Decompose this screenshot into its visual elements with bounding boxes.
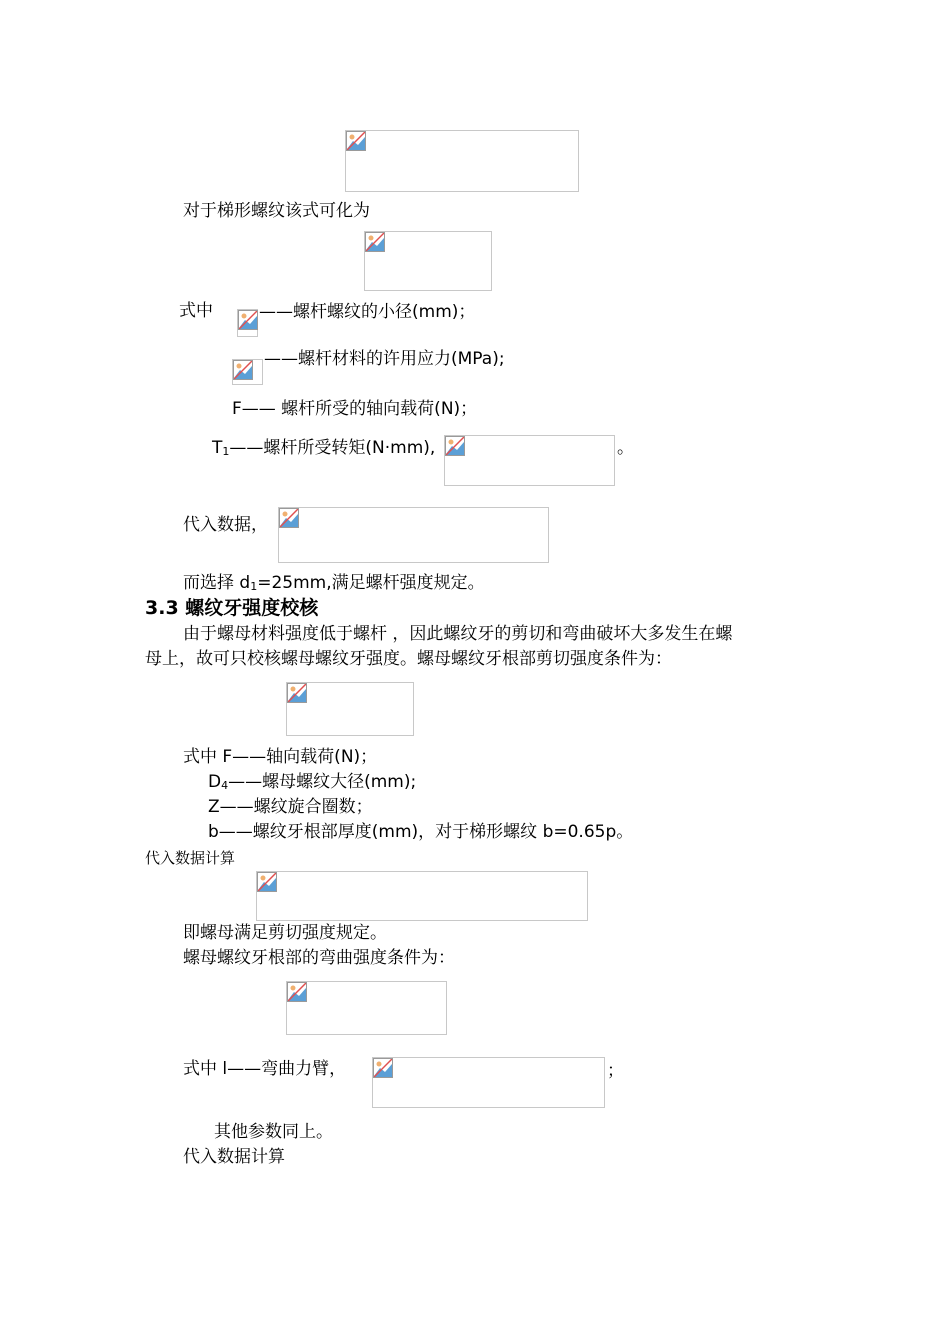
definition-t1-end: 。 (617, 438, 634, 458)
definition-lever-arm: 式中 l——弯曲力臂， (183, 1059, 347, 1079)
selection-text-b: =25mm,满足螺杆强度规定。 (257, 573, 485, 593)
formula-image-2 (364, 231, 492, 291)
d4-symbol: D (208, 772, 222, 792)
t1-subscript: 1 (222, 445, 230, 458)
definition-d4 (208, 771, 416, 793)
paragraph-line-1: 由于螺母材料强度低于螺杆 ，因此螺纹牙的剪切和弯曲破坏大多发生在螺 (183, 624, 733, 644)
definition-lever-arm-end: ； (607, 1061, 624, 1081)
symbol-image-d1 (237, 309, 258, 337)
broken-image-icon (445, 436, 465, 456)
definition-z: Z——螺纹旋合圈数； (208, 797, 373, 817)
definition-b: b——螺纹牙根部厚度(mm)，对于梯形螺纹 b=0.65p。 (208, 822, 634, 842)
d1-subscript: 1 (250, 580, 258, 593)
definition-sigma: ——螺杆材料的许用应力(MPa); (264, 349, 505, 369)
bending-condition-intro: 螺母螺纹牙根部的弯曲强度条件为： (183, 948, 455, 968)
definition-t1 (212, 437, 435, 459)
formula-image-4 (278, 507, 549, 563)
broken-image-icon (257, 872, 277, 892)
t1-text: ——螺杆所受转矩(N·mm), (229, 438, 436, 458)
selection-statement (183, 572, 485, 594)
formula-image-6 (256, 871, 588, 921)
shear-ok-statement: 即螺母满足剪切强度规定。 (183, 923, 387, 943)
broken-image-icon (365, 232, 385, 252)
broken-image-icon (233, 360, 253, 380)
formula-image-3 (444, 435, 615, 486)
substitute-data-label: 代入数据， (183, 515, 268, 535)
formula-intro: 对于梯形螺纹该式可化为 (183, 201, 370, 221)
broken-image-icon (287, 683, 307, 703)
broken-image-icon (279, 508, 299, 528)
definition-d1: ——螺杆螺纹的小径(mm)； (259, 302, 476, 322)
broken-image-icon (287, 982, 307, 1002)
formula-image-8 (372, 1057, 605, 1108)
definition-prefix: 式中 (179, 301, 213, 321)
d4-subscript: 4 (221, 779, 229, 792)
formula-image-7 (286, 981, 447, 1035)
calc-label-2: 代入数据计算 (183, 1147, 285, 1167)
definition-f: F—— 螺杆所受的轴向载荷(N)； (232, 399, 478, 419)
calc-label-1: 代入数据计算 (145, 849, 236, 867)
formula-image-1 (345, 130, 579, 192)
paragraph-line-2: 母上，故可只校核螺母螺纹牙强度。螺母螺纹牙根部剪切强度条件为： (145, 649, 672, 669)
d4-text: ——螺母螺纹大径(mm); (228, 772, 417, 792)
section-heading: 3.3 螺纹牙强度校核 (145, 597, 319, 619)
broken-image-icon (373, 1058, 393, 1078)
t1-symbol: T (212, 438, 223, 458)
other-params-note: 其他参数同上。 (214, 1122, 333, 1142)
selection-text-a: 而选择 d (183, 573, 251, 593)
formula-image-5 (286, 682, 414, 736)
definition-axial-load: 式中 F——轴向载荷(N)； (183, 747, 378, 767)
broken-image-icon (346, 131, 366, 151)
symbol-image-sigma (232, 359, 263, 385)
broken-image-icon (238, 310, 258, 330)
